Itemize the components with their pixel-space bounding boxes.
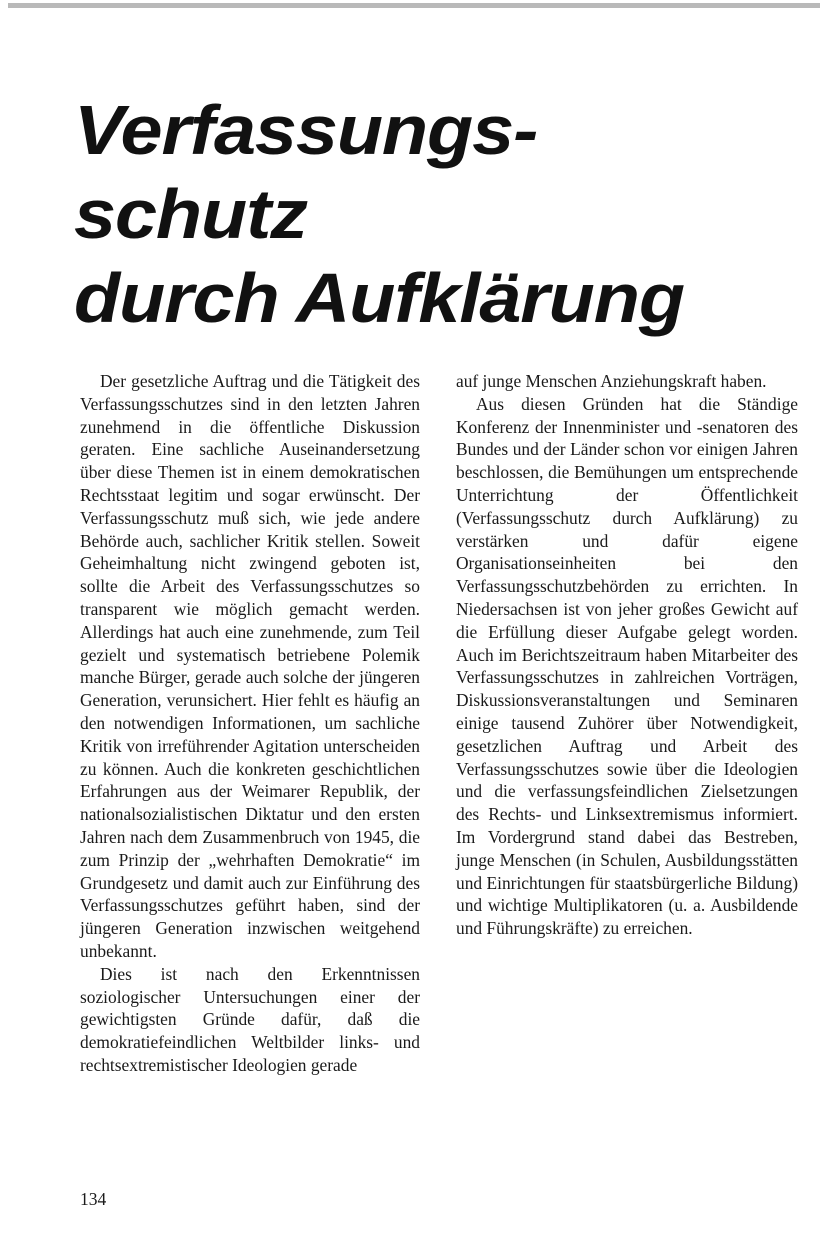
paragraph: Dies ist nach den Erkenntnissen soziologischer Untersuchungen einer der gewichtigsten Gründe dafür, daß die demokratiefeindlichen Weltbilder links- und rechtsextremistischer Ideologien gerade [80,963,420,1075]
paragraph: Der gesetzliche Auftrag und die Tätigkeit des Verfassungsschutzes sind in den letzten Jahren zunehmend in die öffentliche Diskussion geraten. Eine sachliche Auseinandersetzung über diese Themen ist in einem demokratischen Rechtsstaat legitim und sogar erwünscht. Der Verfassungsschutz muß sich, wie jede andere Behörde auch, sachlicher Kritik stellen. Soweit Geheimhaltung nicht zwingend geboten ist, sollte die Arbeit des Verfassungsschutzes so transparent wie möglich gemacht werden. Allerdings hat auch eine zunehmende, zum Teil gezielt und systematisch betriebene Polemik manche Bürger, gerade auch solche der jüngeren Generation, verunsichert. Hier fehlt es häufig an den notwendigen Informationen, um sachliche Kritik von irreführender Agitation unterscheiden zu können. Auch die konkreten geschichtlichen Erfahrungen aus der Weimarer Republik, der nationalsozialistischen Diktatur und den ersten Jahren nach dem Zusammenbruch von 1945, die zum Prinzip der „wehrhaften Demokratie“ im Grundgesetz und damit auch zur Einführung des Verfassungsschutzes geführt haben, sind der jüngeren Generation inzwischen weitgehend unbekannt. [80,371,420,961]
title-line: schutz [74,175,307,253]
paragraph-continuation: auf junge Menschen Anziehungskraft haben. [456,371,767,391]
paragraph: Aus diesen Gründen hat die Ständige Konferenz der Innenminister und -senatoren des Bundes und der Länder schon vor einigen Jahren beschlossen, die Bemühungen um entsprechende Unterrichtung der Öffentlichkeit (Verfassungsschutz durch Aufklärung) zu verstärken und dafür eigene Organisationseinheiten bei den Verfassungsschutzbehörden zu errichten. In Niedersachsen ist von jeher großes Gewicht auf die Erfüllung dieser Aufgabe gelegt worden. Auch im Berichtszeitraum haben Mitarbeiter des Verfassungsschutzes in zahlreichen Vorträgen, Diskussionsveranstaltungen und Seminaren einige tausend Zuhörer über Notwendigkeit, gesetzlichen Auftrag und Arbeit des Verfassungsschutzes sowie über die Ideologien und die verfassungsfeindlichen Zielsetzungen des Rechts- und Linksextremismus informiert. Im Vordergrund stand dabei das Bestreben, junge Menschen (in Schulen, Ausbildungsstätten und Einrichtungen für staatsbürgerliche Bildung) und wichtige Multiplikatoren (u. a. Ausbildende und Führungskräfte) zu erreichen. [456,393,798,939]
right-column [456,370,798,940]
title-line: Verfassungs- [74,91,538,169]
left-column [80,370,420,1077]
title-line: durch Aufklärung [74,259,684,337]
page-title [74,88,684,340]
page-number: 134 [80,1189,107,1209]
top-rule [8,3,820,8]
